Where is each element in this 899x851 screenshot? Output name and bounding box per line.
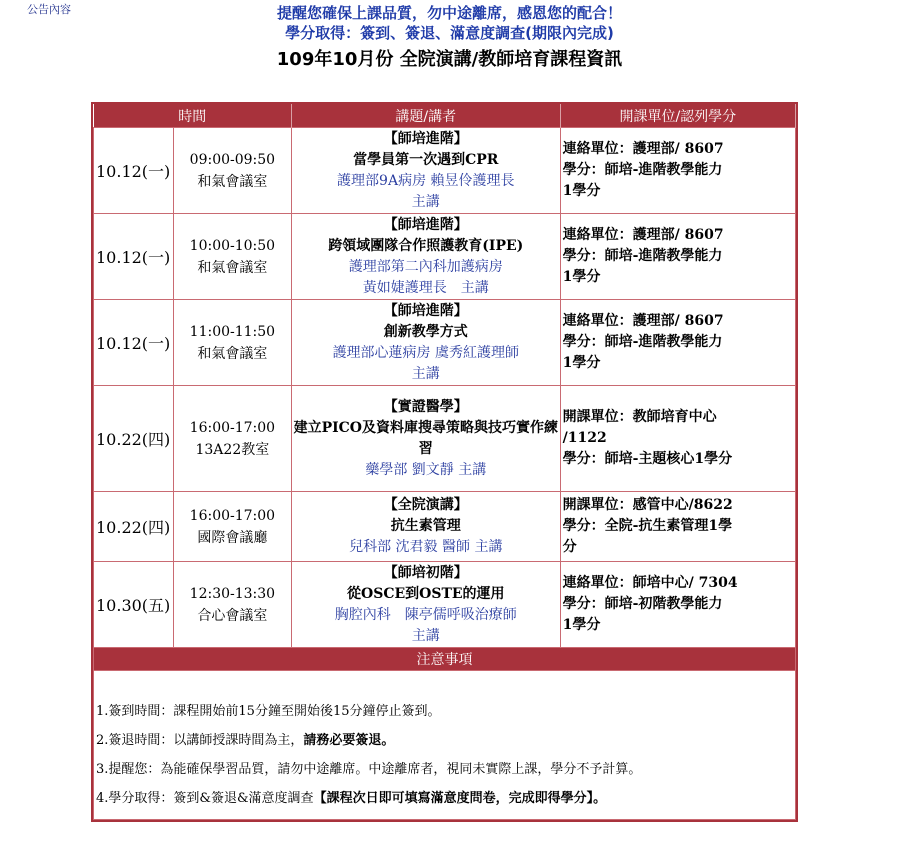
notes-list	[94, 671, 796, 820]
session-time-place	[173, 386, 291, 492]
column-header-unit: 開課單位/認列學分	[560, 104, 795, 128]
session-unit-line: 連絡單位：師培中心/ 7304	[562, 575, 738, 591]
session-time-place	[173, 492, 291, 562]
session-unit-line: 開課單位：感管中心/8622	[562, 497, 733, 513]
session-topic	[291, 562, 560, 648]
table-row	[94, 492, 796, 562]
note-emphasis: 【課程次日即可填寫滿意度問卷，完成即得學分】。	[313, 791, 607, 806]
note-text: 2.簽退時間：以講師授課時間為主，	[96, 733, 304, 748]
table-row	[94, 214, 796, 300]
session-unit-line: 連絡單位：護理部/ 8607	[562, 313, 724, 329]
session-speaker: 主講	[411, 193, 440, 210]
credit-notice: 學分取得：簽到、簽退、滿意度調查(期限內完成)	[285, 24, 614, 42]
session-date: 10.12(一)	[94, 214, 174, 300]
session-topic	[291, 300, 560, 386]
session-date: 10.12(一)	[94, 300, 174, 386]
session-unit-line: 1學分	[562, 617, 601, 633]
session-time: 12:30-13:30	[189, 585, 276, 602]
session-place: 和氣會議室	[197, 173, 268, 190]
session-category: 【師培進階】	[383, 130, 468, 147]
session-unit-line: 學分：師培-主題核心1學分	[562, 451, 733, 467]
note-text: 3.提醒您：為能確保學習品質，請勿中途離席。中途離席者，視同未實際上課，學分不予計算。	[96, 762, 642, 777]
session-speaker: 兒科部 沈君毅 醫師 主講	[349, 539, 503, 555]
session-date: 10.30(五)	[94, 562, 174, 648]
session-title: 當學員第一次遇到CPR	[353, 151, 499, 168]
session-speaker: 護理部第二內科加護病房	[348, 258, 503, 275]
session-place: 13A22教室	[195, 441, 270, 458]
note-item	[96, 784, 793, 813]
session-time-place	[173, 214, 291, 300]
table-row	[94, 128, 796, 214]
session-time-place	[173, 128, 291, 214]
session-title: 抗生素管理	[390, 518, 461, 534]
session-date: 10.12(一)	[94, 128, 174, 214]
session-unit	[560, 300, 795, 386]
session-place: 國際會議廳	[197, 529, 268, 546]
session-unit-line: 開課單位：教師培育中心	[562, 409, 717, 425]
session-unit-line: 學分：師培-進階教學能力	[562, 248, 723, 264]
table-header-row	[94, 104, 796, 128]
session-topic	[291, 214, 560, 300]
session-time: 16:00-17:00	[189, 507, 276, 524]
session-title: 跨領域團隊合作照護教育(IPE)	[328, 237, 524, 254]
session-time: 11:00-11:50	[189, 323, 276, 340]
session-unit	[560, 562, 795, 648]
session-topic	[291, 492, 560, 562]
note-item	[96, 726, 793, 755]
session-speaker: 藥學部 劉文靜 主講	[365, 461, 487, 478]
session-place: 合心會議室	[197, 607, 268, 624]
note-item	[96, 697, 793, 726]
note-emphasis: 請務必要簽退。	[303, 733, 395, 748]
announcement-label: 公告內容	[27, 3, 71, 16]
table-row	[94, 562, 796, 648]
session-unit-line: 1學分	[562, 183, 601, 199]
session-category: 【實證醫學】	[383, 398, 468, 415]
session-topic	[291, 386, 560, 492]
session-title: 創新教學方式	[383, 323, 468, 340]
session-category: 【師培進階】	[383, 302, 468, 319]
session-unit-line: 學分：師培-進階教學能力	[562, 334, 723, 350]
session-speaker: 黃如婕護理長 主講	[362, 279, 489, 296]
session-unit-line: 學分：師培-進階教學能力	[562, 162, 723, 178]
session-place: 和氣會議室	[197, 259, 268, 276]
session-title: 建立PICO及資料庫搜尋策略與技巧實作練習	[293, 419, 558, 457]
note-text: 1.簽到時間：課程開始前15分鐘至開始後15分鐘停止簽到。	[96, 704, 441, 719]
notes-header-row	[94, 648, 796, 671]
session-category: 【師培初階】	[383, 564, 468, 581]
session-place: 和氣會議室	[197, 345, 268, 362]
session-time: 16:00-17:00	[189, 419, 276, 436]
session-category: 【全院演講】	[383, 497, 468, 513]
session-unit	[560, 386, 795, 492]
session-date: 10.22(四)	[94, 492, 174, 562]
session-speaker: 主講	[411, 365, 440, 382]
session-unit-line: 學分：師培-初階教學能力	[562, 596, 723, 612]
session-speaker: 護理部9A病房 賴昱伶護理長	[337, 172, 515, 189]
note-item	[96, 755, 793, 784]
reminder-notice: 提醒您確保上課品質，勿中途離席，感恩您的配合！	[276, 4, 622, 22]
session-title: 從OSCE到OSTE的運用	[347, 585, 505, 602]
session-unit	[560, 128, 795, 214]
session-unit-line: 連絡單位：護理部/ 8607	[562, 227, 724, 243]
session-unit-line: 學分：全院-抗生素管理1學	[562, 518, 733, 534]
session-unit-line: 連絡單位：護理部/ 8607	[562, 141, 724, 157]
column-header-time: 時間	[94, 104, 292, 128]
session-speaker: 胸腔內科 陳亭儒呼吸治療師	[334, 606, 517, 623]
table-row	[94, 300, 796, 386]
schedule-rows	[94, 128, 796, 648]
session-unit-line: /1122	[562, 430, 607, 446]
session-unit	[560, 492, 795, 562]
session-unit	[560, 214, 795, 300]
session-speaker: 主講	[411, 627, 440, 644]
session-time: 09:00-09:50	[189, 151, 276, 168]
session-date: 10.22(四)	[94, 386, 174, 492]
notes-row	[94, 671, 796, 820]
schedule-table	[91, 102, 798, 822]
table-row	[94, 386, 796, 492]
session-unit-line: 1學分	[562, 355, 601, 371]
session-unit-line: 分	[562, 539, 577, 555]
session-speaker: 護理部心蓮病房 虞秀紅護理師	[332, 344, 520, 361]
session-time-place	[173, 562, 291, 648]
session-time-place	[173, 300, 291, 386]
session-unit-line: 1學分	[562, 269, 601, 285]
page-title: 109年10月份 全院演講/教師培育課程資訊	[276, 49, 623, 70]
notes-title: 注意事項	[94, 648, 796, 671]
note-text: 4.學分取得：簽到&簽退&滿意度調查	[96, 791, 314, 806]
session-topic	[291, 128, 560, 214]
session-category: 【師培進階】	[383, 216, 468, 233]
session-time: 10:00-10:50	[189, 237, 276, 254]
column-header-topic: 講題/講者	[291, 104, 560, 128]
